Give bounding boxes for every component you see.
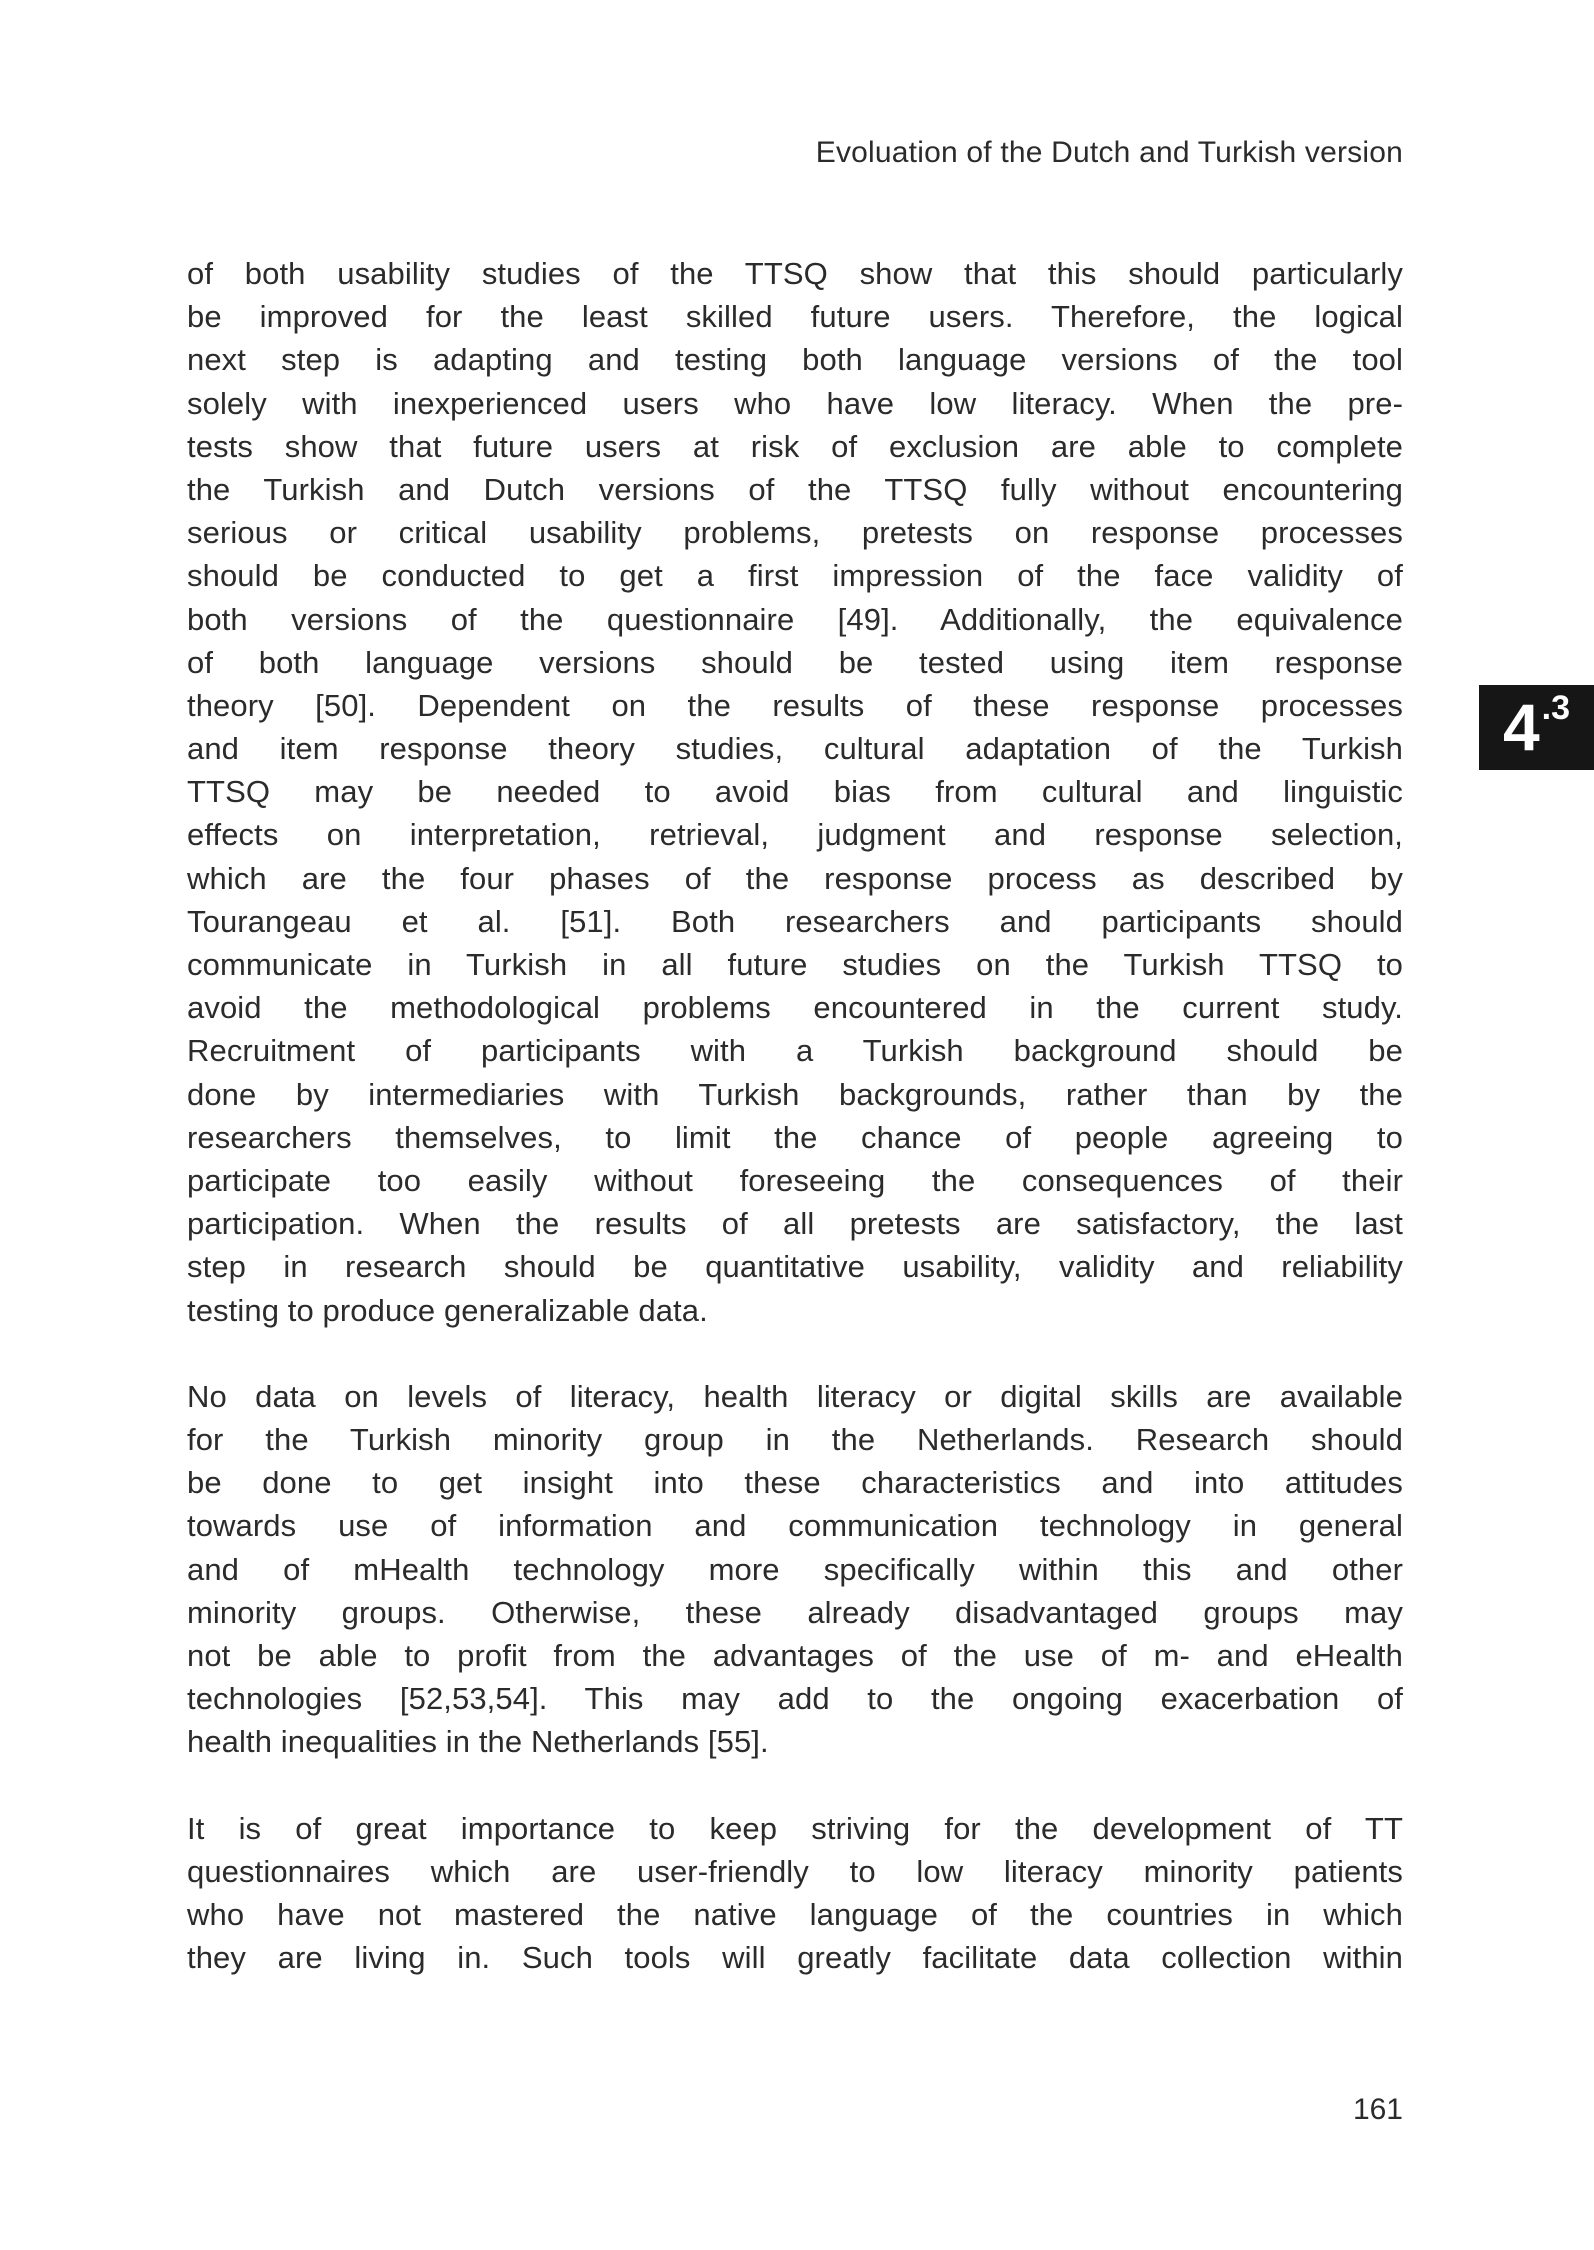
text-line: be done to get insight into these characteristics and into attitudes: [187, 1465, 1403, 1501]
page-number: 161: [1352, 2093, 1403, 2126]
body-text: [187, 252, 1403, 1980]
text-line: testing to produce generalizable data.: [187, 1292, 708, 1328]
text-line: researchers themselves, to limit the chance of people agreeing to: [187, 1119, 1403, 1155]
text-line: both versions of the questionnaire [49]. Additionally, the equivalence: [187, 601, 1403, 637]
paragraph: [187, 252, 1403, 1332]
text-line: communicate in Turkish in all future studies on the Turkish TTSQ to: [187, 947, 1403, 982]
text-line: who have not mastered the native language of the countries in which: [187, 1897, 1403, 1933]
paragraph: [187, 1375, 1403, 1764]
text-line: effects on interpretation, retrieval, judgment and response selection,: [187, 817, 1403, 853]
text-line: they are living in. Such tools will greatly facilitate data collection within: [187, 1940, 1403, 1976]
text-line: the Turkish and Dutch versions of the TTSQ fully without encountering: [187, 471, 1403, 507]
text-line: No data on levels of literacy, health literacy or digital skills are available: [187, 1378, 1403, 1414]
text-line: technologies [52,53,54]. This may add to the ongoing exacerbation of: [187, 1681, 1403, 1717]
text-line: be improved for the least skilled future users. Therefore, the logical: [187, 299, 1403, 335]
text-line: TTSQ may be needed to avoid bias from cultural and linguistic: [187, 774, 1403, 810]
text-line: tests show that future users at risk of exclusion are able to complete: [187, 428, 1403, 464]
text-line: should be conducted to get a first impression of the face validity of: [187, 558, 1403, 594]
text-line: next step is adapting and testing both language versions of the tool: [187, 342, 1403, 378]
text-line: of both language versions should be tested using item response: [187, 644, 1403, 680]
paragraph: [187, 1807, 1403, 1980]
text-line: and of mHealth technology more specifically within this and other: [187, 1551, 1403, 1587]
text-line: Recruitment of participants with a Turkish background should be: [187, 1033, 1403, 1069]
text-line: and item response theory studies, cultural adaptation of the Turkish: [187, 731, 1403, 767]
text-line: participate too easily without foreseeing the consequences of their: [187, 1162, 1403, 1198]
text-line: health inequalities in the Netherlands [55].: [187, 1724, 769, 1760]
text-line: It is of great importance to keep striving for the development of TT: [187, 1810, 1403, 1846]
text-line: step in research should be quantitative usability, validity and reliability: [187, 1249, 1403, 1285]
chapter-number: 4: [1502, 690, 1540, 764]
text-line: towards use of information and communication technology in general: [187, 1508, 1403, 1544]
text-line: solely with inexperienced users who have low literacy. When the pre-: [187, 385, 1403, 421]
text-line: minority groups. Otherwise, these already disadvantaged groups may: [187, 1594, 1403, 1630]
text-line: participation. When the results of all pretests are satisfactory, the last: [187, 1206, 1403, 1242]
running-header: Evoluation of the Dutch and Turkish version: [815, 136, 1403, 169]
chapter-tab: [1479, 685, 1594, 770]
text-line: not be able to profit from the advantages of the use of m- and eHealth: [187, 1638, 1403, 1673]
text-line: theory [50]. Dependent on the results of these response processes: [187, 687, 1403, 723]
text-line: of both usability studies of the TTSQ show that this should particularly: [187, 256, 1403, 291]
text-line: avoid the methodological problems encountered in the current study.: [187, 990, 1403, 1026]
text-line: for the Turkish minority group in the Netherlands. Research should: [187, 1422, 1403, 1458]
text-line: questionnaires which are user-friendly to low literacy minority patients: [187, 1853, 1403, 1889]
text-line: Tourangeau et al. [51]. Both researchers and participants should: [187, 903, 1403, 939]
text-line: serious or critical usability problems, pretests on response processes: [187, 515, 1403, 551]
text-line: done by intermediaries with Turkish backgrounds, rather than by the: [187, 1076, 1403, 1112]
text-line: which are the four phases of the response process as described by: [187, 860, 1403, 896]
chapter-section-number: .3: [1541, 689, 1571, 727]
